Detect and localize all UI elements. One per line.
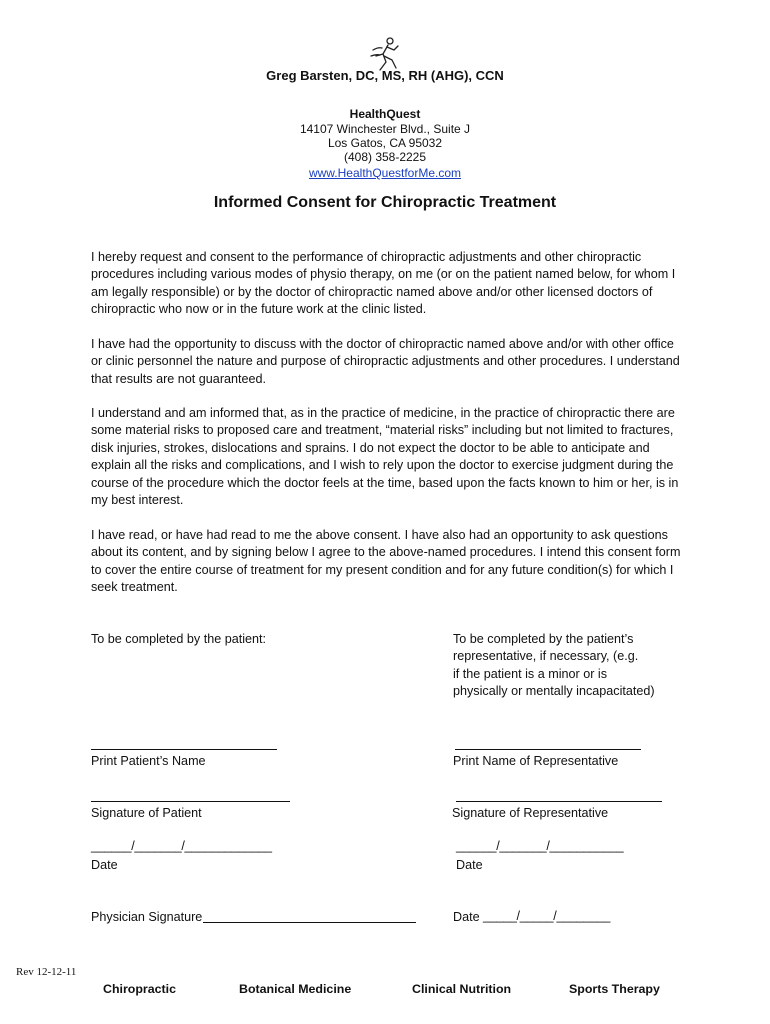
consent-paragraph-4: I have read, or have had read to me the above consent. I have also had an opportunity to ask questions about its content, and by signing below I agree to the above-named procedures. I intend this consent form to cover the entire course of treatment for my present condition and for any future condition(s) for which I seek treatment. (91, 528, 681, 595)
representative-section-heading: To be completed by the patient’s representative, if necessary, (e.g. if the patient is a minor or is physically or mentally incapacitated) (453, 632, 655, 699)
print-representative-name-label: Print Name of Representative (453, 754, 619, 768)
physician-signature-line[interactable] (203, 922, 416, 923)
representative-date-label: Date (456, 858, 483, 872)
patient-date-field[interactable]: ______/_______/_____________ (91, 839, 272, 853)
signature-of-representative-label: Signature of Representative (452, 806, 609, 820)
phone-number: (408) 358-2225 (343, 150, 427, 164)
address-line-1: 14107 Winchester Blvd., Suite J (299, 122, 471, 136)
consent-paragraph-2: I have had the opportunity to discuss with the doctor of chiropractic named above and/or with other office or clinic personnel the nature and purpose of chiropractic adjustments and other procedures. I understand that results are not guaranteed. (91, 337, 680, 386)
physician-date-label: Date (453, 910, 480, 924)
patient-signature-line[interactable] (91, 801, 290, 802)
organization-name: HealthQuest (349, 107, 421, 121)
patient-name-line[interactable] (91, 749, 277, 750)
physician-date-field[interactable]: _____/_____/________ (483, 909, 611, 923)
footer-sports-therapy: Sports Therapy (569, 982, 660, 996)
author-name: Greg Barsten, DC, MS, RH (AHG), CCN (266, 68, 504, 83)
website-link[interactable]: www.HealthQuestforMe.com (308, 166, 462, 180)
physician-signature-label: Physician Signature (91, 910, 203, 924)
consent-paragraph-1: I hereby request and consent to the performance of chiropractic adjustments and other chiropractic procedures including various modes of physio therapy, on me (or on the patient named below, for whom I am legally responsible) or by the doctor of chiropractic named above and/or other licensed doctors of chiropractic who now or in the future work at the clinic listed. (91, 250, 676, 317)
footer-botanical-medicine: Botanical Medicine (239, 982, 352, 996)
address-line-2: Los Gatos, CA 95032 (327, 136, 443, 150)
representative-name-line[interactable] (455, 749, 641, 750)
patient-section-heading: To be completed by the patient: (91, 632, 267, 646)
footer-clinical-nutrition: Clinical Nutrition (412, 982, 512, 996)
patient-date-label: Date (91, 858, 118, 872)
print-patient-name-label: Print Patient’s Name (91, 754, 206, 768)
footer-chiropractic: Chiropractic (103, 982, 176, 996)
signature-of-patient-label: Signature of Patient (91, 806, 202, 820)
consent-paragraph-3: I understand and am informed that, as in the practice of medicine, in the practice of chiropractic there are some material risks to proposed care and treatment, “material risks” including but not limited to fractures, disk injuries, strokes, dislocations and sprains. I do not expect the doctor to be able to anticipate and explain all the risks and complications, and I wish to rely upon the doctor to exercise judgment during the course of the procedure which the doctor feels at the time, based upon the facts known to him or her, is in my best interest. (91, 406, 679, 508)
document-title: Informed Consent for Chiropractic Treatment (213, 194, 557, 211)
representative-date-field[interactable]: ______/_______/___________ (456, 839, 624, 853)
representative-signature-line[interactable] (456, 801, 662, 802)
revision-label: Rev 12-12-11 (16, 966, 77, 978)
